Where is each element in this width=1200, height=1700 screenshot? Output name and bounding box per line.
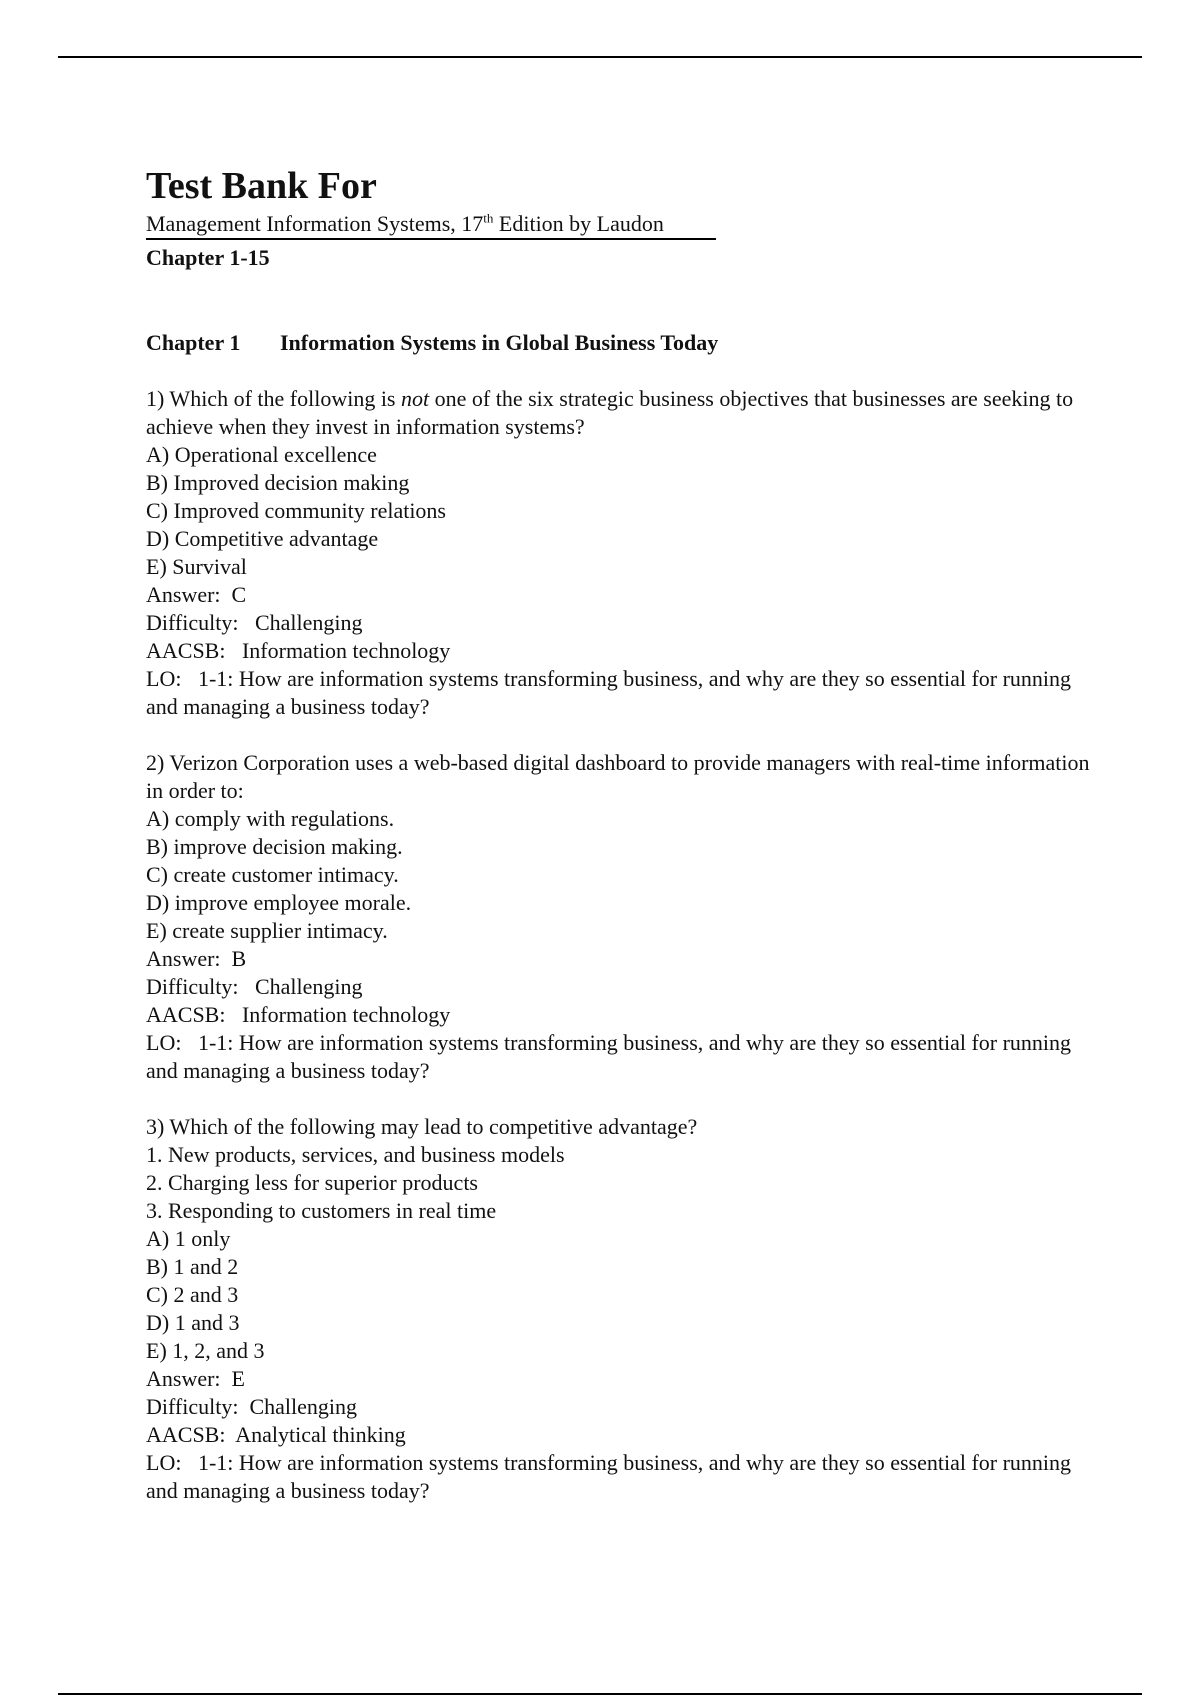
subtitle-text-end: Edition by Laudon [493,211,664,236]
question-item: 1. New products, services, and business models [146,1142,565,1167]
answer-option: D) 1 and 3 [146,1310,240,1335]
answer-option: D) Competitive advantage [146,526,379,551]
question-block [146,385,1106,721]
answer-line: Answer: E [146,1366,245,1391]
answer-option: A) 1 only [146,1226,231,1251]
answer-option: E) 1, 2, and 3 [146,1338,265,1363]
question-list [146,385,1106,1505]
learning-objective-line: LO: 1-1: How are information systems transforming business, and why are they so essential for running and managing a business today? [146,1450,1077,1503]
answer-option: E) create supplier intimacy. [146,918,388,943]
question-block [146,749,1106,1085]
aacsb-line: AACSB: Information technology [146,638,451,663]
answer-option: A) comply with regulations. [146,806,395,831]
question-stem [146,749,1106,805]
document-title: Test Bank For [146,165,377,207]
subtitle-text: Management Information Systems, 17 [146,211,484,236]
answer-option: B) 1 and 2 [146,1254,239,1279]
aacsb-line: AACSB: Information technology [146,1002,451,1027]
difficulty-line: Difficulty: Challenging [146,610,363,635]
question-item: 2. Charging less for superior products [146,1170,478,1195]
chapter-title: Information Systems in Global Business Today [280,330,719,355]
answer-option: B) Improved decision making [146,470,410,495]
top-rule [58,56,1142,58]
subtitle-underline [146,210,716,240]
document-subtitle [146,210,664,238]
answer-option: D) improve employee morale. [146,890,412,915]
question-stem [146,385,1106,441]
learning-objective-line: LO: 1-1: How are information systems transforming business, and why are they so essential for running and managing a business today? [146,1030,1077,1083]
answer-line: Answer: B [146,946,247,971]
answer-line: Answer: C [146,582,247,607]
question-item: 3. Responding to customers in real time [146,1198,497,1223]
document-body [146,164,1106,1505]
learning-objective-line: LO: 1-1: How are information systems transforming business, and why are they so essential for running and managing a business today? [146,666,1077,719]
chapter-range: Chapter 1-15 [146,245,270,270]
subtitle-superscript: th [483,210,494,226]
question-stem-text: 3) Which of the following may lead to competitive advantage? [146,1114,698,1139]
question-stem-text: 1) Which of the following is [146,386,401,411]
question-stem-emphasis: not [401,386,430,411]
question-stem [146,1113,1106,1141]
question-stem-text-end: one of the six strategic business objectives that businesses are seeking to achieve when they invest in information systems? [146,386,1074,439]
answer-option: E) Survival [146,554,247,579]
answer-option: C) create customer intimacy. [146,862,399,887]
answer-option: A) Operational excellence [146,442,377,467]
chapter-number: Chapter 1 [146,330,241,355]
chapter-heading [146,329,1106,357]
answer-option: B) improve decision making. [146,834,403,859]
bottom-rule [58,1693,1142,1695]
difficulty-line: Difficulty: Challenging [146,974,363,999]
aacsb-line: AACSB: Analytical thinking [146,1422,406,1447]
answer-option: C) 2 and 3 [146,1282,239,1307]
question-block [146,1113,1106,1505]
question-stem-text: 2) Verizon Corporation uses a web-based digital dashboard to provide managers with real-time information in order to: [146,750,1090,803]
answer-option: C) Improved community relations [146,498,446,523]
difficulty-line: Difficulty: Challenging [146,1394,358,1419]
